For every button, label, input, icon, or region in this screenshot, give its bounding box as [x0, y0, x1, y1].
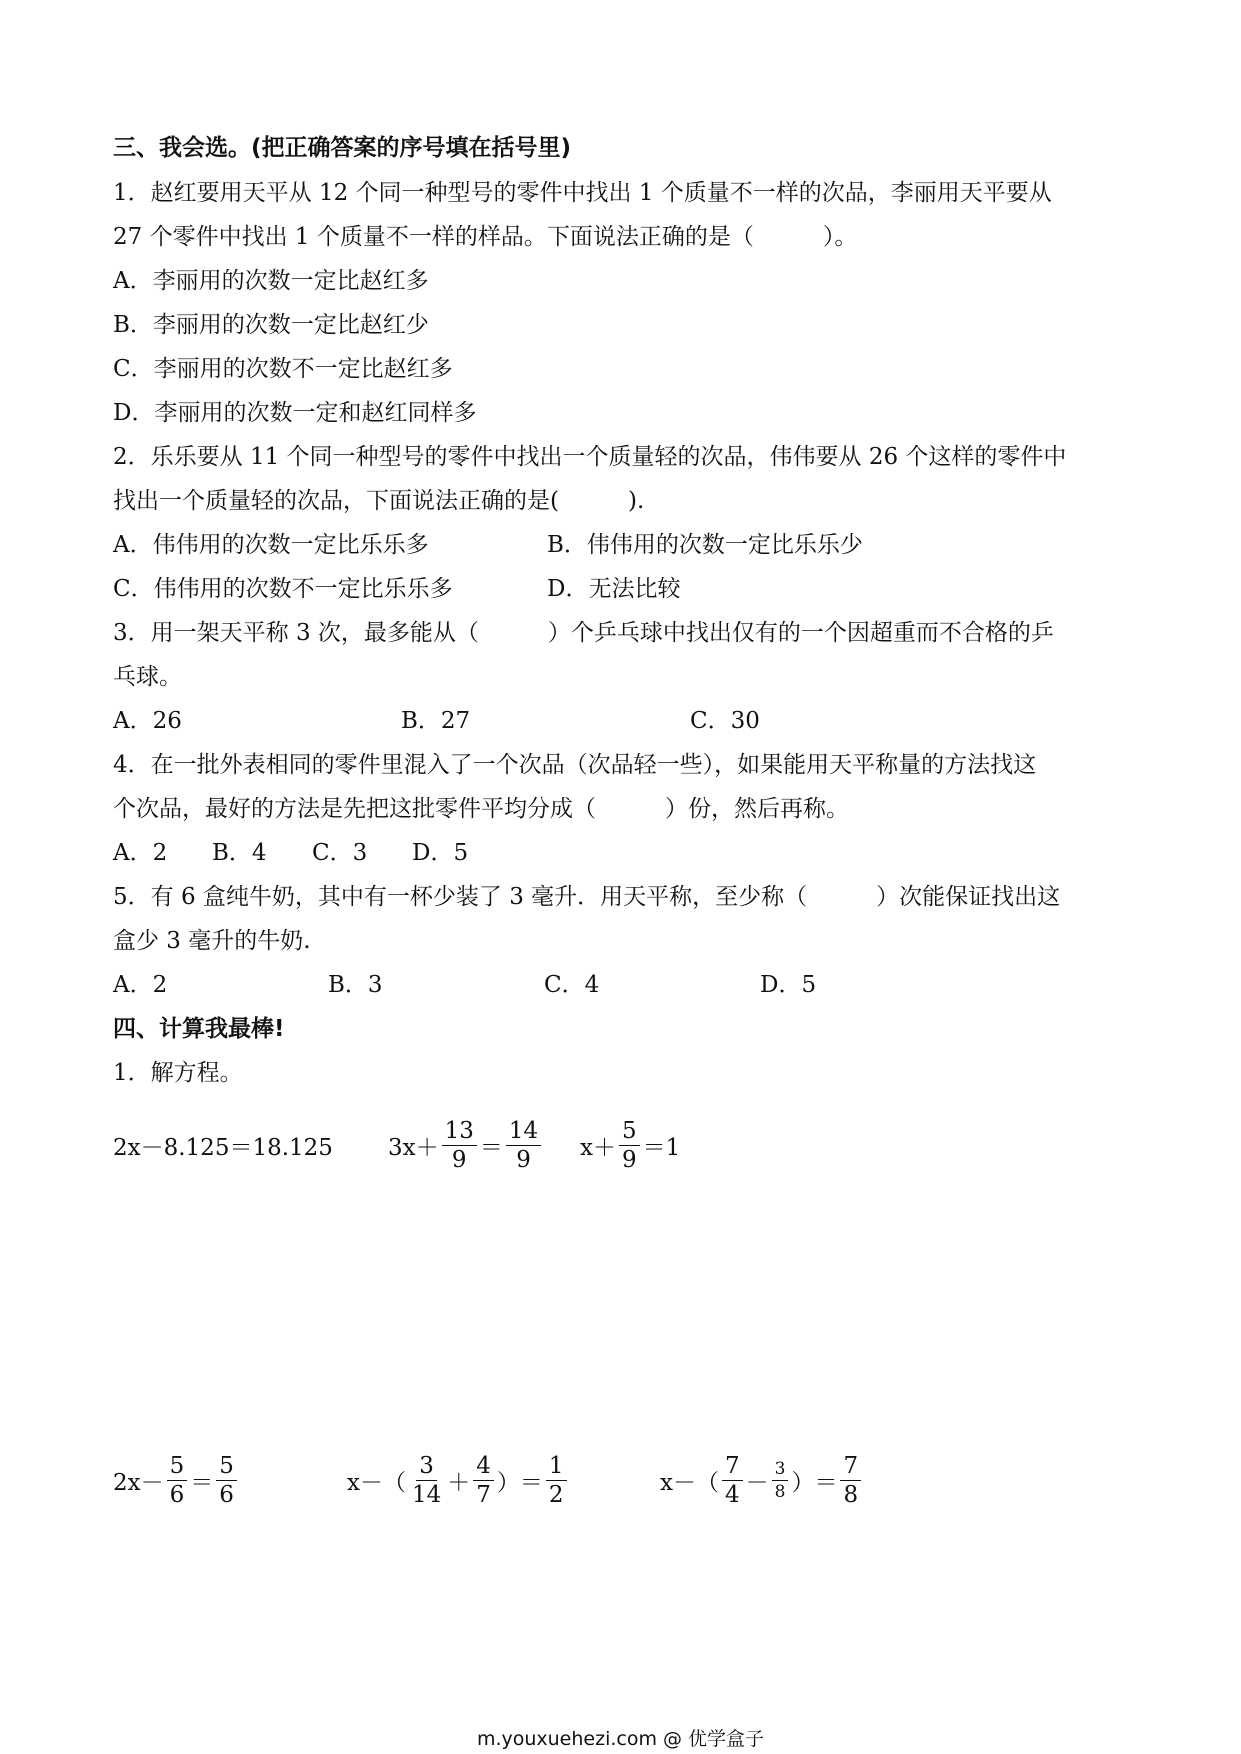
equation-6-fraction-3: [840, 1452, 861, 1509]
q4-option-b: B．4: [212, 840, 267, 866]
q1-option-c: C．李丽用的次数不一定比赵红多: [113, 356, 453, 382]
equation-5-op: ＋: [447, 1469, 471, 1496]
numerator: 3: [772, 1458, 789, 1481]
equation-6-fraction-1: [722, 1452, 743, 1509]
q2-line1: 2．乐乐要从 11 个同一种型号的零件中找出一个质量轻的次品，伟伟要从 26 个这样的零件中: [113, 444, 1067, 470]
equation-5-fraction-1: [409, 1452, 444, 1509]
equation-3-pre: x＋: [580, 1134, 616, 1161]
q1-option-d: D．李丽用的次数一定和赵红同样多: [113, 400, 477, 426]
equation-6-mid: ）＝: [791, 1469, 838, 1496]
q2-option-d: D．无法比较: [547, 576, 681, 602]
section3-heading: 三、我会选。(把正确答案的序号填在括号里): [113, 135, 572, 161]
q4-line2: 个次品，最好的方法是先把这批零件平均分成（ ）份，然后再称。: [113, 796, 849, 822]
q1-line1: 1．赵红要用天平从 12 个同一种型号的零件中找出 1 个质量不一样的次品，李丽用天平要从: [113, 180, 1052, 206]
denominator: 4: [724, 1481, 740, 1508]
numerator: 13: [442, 1117, 477, 1146]
q2-option-a: A．伟伟用的次数一定比乐乐多: [113, 532, 429, 558]
q5-option-c: C．4: [544, 972, 600, 998]
equation-6-fraction-2: [772, 1458, 789, 1503]
denominator: 9: [516, 1146, 531, 1173]
q3-option-b: B．27: [401, 708, 471, 734]
q2-line2: 找出一个质量轻的次品，下面说法正确的是( ).: [113, 488, 645, 514]
equation-3: [580, 1115, 680, 1175]
equation-2-mid: ＝: [479, 1134, 503, 1161]
equation-6-op: －: [745, 1469, 769, 1496]
numerator: 14: [506, 1117, 541, 1146]
equation-5-pre: x－（: [347, 1469, 406, 1496]
numerator: 7: [840, 1452, 861, 1481]
q1-option-b: B．李丽用的次数一定比赵红少: [113, 312, 429, 338]
numerator: 4: [473, 1452, 494, 1481]
q5-option-a: A．2: [113, 972, 168, 998]
q4-option-c: C．3: [312, 840, 368, 866]
equation-2-fraction-1: [442, 1117, 477, 1174]
q2-option-b: B．伟伟用的次数一定比乐乐少: [547, 532, 863, 558]
equation-2: [388, 1115, 544, 1175]
q1-line2: 27 个零件中找出 1 个质量不一样的样品。下面说法正确的是（ ）。: [113, 224, 858, 250]
equation-1-text: 2x－8.125＝18.125: [113, 1134, 333, 1161]
numerator: 3: [416, 1452, 437, 1481]
denominator: 14: [411, 1481, 442, 1508]
denominator: 2: [548, 1481, 564, 1508]
numerator: 7: [722, 1452, 743, 1481]
equation-1: [113, 1115, 333, 1175]
numerator: 5: [619, 1117, 640, 1146]
numerator: 5: [216, 1452, 237, 1481]
equation-5-fraction-2: [473, 1452, 494, 1509]
q4-line1: 4．在一批外表相同的零件里混入了一个次品（次品轻一些），如果能用天平称量的方法找这: [113, 752, 1037, 778]
equation-6-pre: x－（: [660, 1469, 719, 1496]
q5-option-d: D．5: [760, 972, 817, 998]
section4-q1-label: 1．解方程。: [113, 1060, 243, 1086]
equation-4-pre: 2x－: [113, 1469, 164, 1496]
q5-line2: 盒少 3 毫升的牛奶.: [113, 928, 311, 954]
equation-5: [347, 1450, 570, 1510]
denominator: 6: [169, 1481, 185, 1508]
q3-line2: 乓球。: [113, 664, 182, 690]
equation-5-mid: ）＝: [496, 1469, 543, 1496]
q2-option-c: C．伟伟用的次数不一定比乐乐多: [113, 576, 453, 602]
equation-5-fraction-3: [546, 1452, 567, 1509]
equation-6: [660, 1450, 864, 1510]
q3-option-a: A．26: [113, 708, 182, 734]
q5-line1: 5．有 6 盒纯牛奶，其中有一杯少装了 3 毫升．用天平称，至少称（ ）次能保证找出这: [113, 884, 1061, 910]
equation-3-fraction-1: [619, 1117, 640, 1174]
q4-option-a: A．2: [113, 840, 168, 866]
numerator: 5: [167, 1452, 188, 1481]
denominator: 9: [451, 1146, 467, 1173]
q1-option-a: A．李丽用的次数一定比赵红多: [113, 268, 429, 294]
equation-2-fraction-2: [506, 1117, 541, 1174]
numerator: 1: [546, 1452, 567, 1481]
q4-option-d: D．5: [412, 840, 469, 866]
q3-option-c: C．30: [690, 708, 760, 734]
q5-option-b: B．3: [328, 972, 383, 998]
denominator: 6: [219, 1481, 234, 1508]
equation-4-fraction-2: [216, 1452, 237, 1509]
equation-4-fraction-1: [167, 1452, 188, 1509]
equation-4: [113, 1450, 240, 1510]
section4-heading: 四、计算我最棒!: [113, 1016, 285, 1042]
equation-2-pre: 3x＋: [388, 1134, 439, 1161]
denominator: 9: [621, 1146, 637, 1173]
denominator: 8: [843, 1481, 859, 1508]
equation-3-post: ＝1: [642, 1134, 681, 1161]
denominator: 8: [774, 1481, 786, 1502]
q3-line1: 3．用一架天平称 3 次，最多能从（ ）个乒乓球中找出仅有的一个因超重而不合格的乒: [113, 620, 1054, 646]
equation-4-mid: ＝: [190, 1469, 214, 1496]
denominator: 7: [476, 1481, 491, 1508]
footer-watermark: m.youxuehezi.com @ 优学盒子: [476, 1728, 765, 1750]
